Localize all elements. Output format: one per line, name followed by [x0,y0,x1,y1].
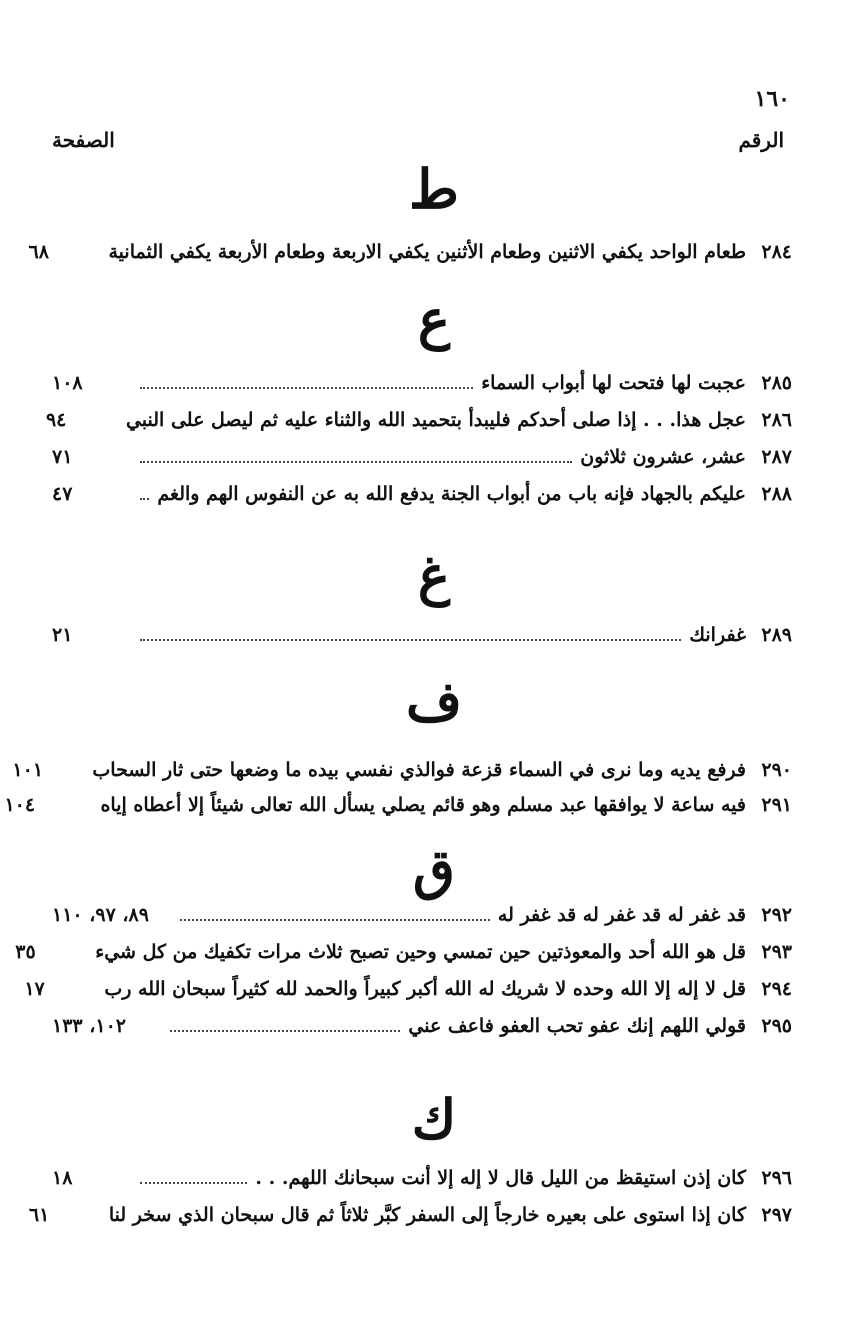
entry-page: ٢١ [52,624,73,646]
entry-number: ٢٩٣ [761,941,792,963]
dot-leader [180,919,490,921]
entry-text: عليكم بالجهاد فإنه باب من أبواب الجنة يدفع الله به عن النفوس الهم والغم [157,483,746,505]
entry-text: عجل هذا. . . إذا صلى أحدكم فليبدأ بتحميد الله والثناء عليه ثم ليصل على النبي [125,409,746,431]
entry-number: ٢٨٦ [761,409,792,431]
section-letter-ain: ع [417,287,451,351]
index-entry-295 [52,1011,792,1041]
section-letter-kaf: ك [411,1087,457,1151]
index-entry-294 [24,974,792,1004]
entry-page: ١٠٢، ١٣٣ [52,1015,126,1037]
entry-text: فيه ساعة لا يوافقها عبد مسلم وهو قائم يصلي يسأل الله تعالى شيئاً إلا أعطاه إياه [100,794,746,816]
entry-page: ٦١ [28,1204,50,1226]
entry-number: ٢٨٥ [761,372,792,394]
column-header-number: الرقم [738,128,784,152]
entry-page: ٧١ [52,446,73,468]
entry-number: ٢٩٥ [761,1015,792,1037]
entry-number: ٢٨٤ [761,241,792,263]
entry-number: ٢٨٨ [761,483,792,505]
section-letter-ta: ط [409,157,459,221]
column-header-page: الصفحة [52,128,115,152]
entry-text: كان إذا استوى على بعيره خارجاً إلى السفر كبَّر ثلاثاً ثم قال سبحان الذي سخر لنا [108,1204,746,1226]
entry-text: فرفع يديه وما نرى في السماء قزعة فوالذي نفسي بيده ما وضعها حتى ثار السحاب [92,759,746,781]
entry-number: ٢٩١ [761,794,792,816]
index-entry-285 [52,368,792,398]
entry-page: ٣٥ [15,941,36,963]
entry-number: ٢٩٤ [761,978,792,1000]
dot-leader [140,387,473,389]
entry-page: ٦٨ [28,241,49,263]
index-entry-296 [52,1163,792,1193]
entry-number: ٢٩٢ [761,904,792,926]
index-entry-286 [45,405,792,435]
dot-leader [140,639,681,641]
index-entry-291 [4,790,792,820]
dot-leader [140,1182,247,1184]
entry-page: ١٠٨ [52,372,83,394]
entry-number: ٢٩٦ [761,1167,792,1189]
entry-text: عشر، عشرون ثلاثون [580,446,746,468]
dot-leader [140,461,572,463]
section-letter-ghain: غ [417,543,451,607]
index-entry-288 [52,479,792,509]
entry-page: ٤٧ [52,483,73,505]
entry-text: قل لا إله إلا الله وحده لا شريك له الله أكبر كبيراً والحمد لله كثيراً سبحان الله رب [104,978,746,1000]
page-number: ١٦٠ [754,86,790,112]
dot-leader [170,1030,400,1032]
entry-page: ٨٩، ٩٧، ١١٠ [52,904,149,926]
entry-page: ١٧ [24,978,45,1000]
entry-text: عجبت لها فتحت لها أبواب السماء [481,372,746,394]
entry-text: طعام الواحد يكفي الاثنين وطعام الأثنين يكفي الاربعة وطعام الأربعة يكفي الثمانية [108,241,746,263]
index-entry-293 [15,937,792,967]
index-entry-289 [52,620,792,650]
entry-text: قل هو الله أحد والمعوذتين حين تمسي وحين تصبح ثلاث مرات تكفيك من كل شيء [95,941,746,963]
entry-number: ٢٩٧ [761,1204,792,1226]
section-letter-fa: ف [406,669,462,733]
entry-number: ٢٨٧ [761,446,792,468]
entry-number: ٢٨٩ [761,624,792,646]
entry-text: قولي اللهم إنك عفو تحب العفو فاعف عني [408,1015,746,1037]
index-entry-290 [12,755,792,785]
entry-text: كان إذن استيقظ من الليل قال لا إله إلا أنت سبحانك اللهم. . . [255,1167,746,1189]
index-entry-284 [28,237,792,267]
entry-page: ١٠٤ [4,794,36,816]
index-entry-297 [28,1200,792,1230]
index-entry-292 [52,900,792,930]
entry-page: ١٨ [52,1167,73,1189]
entry-page: ٩٤ [45,409,67,431]
dot-leader [140,498,149,500]
entry-text: قد غفر له قد غفر له قد غفر له [497,904,746,926]
section-letter-qaf: ق [413,837,455,901]
entry-number: ٢٩٠ [761,759,792,781]
entry-text: غفرانك [689,624,746,646]
entry-page: ١٠١ [12,759,44,781]
index-entry-287 [52,442,792,472]
